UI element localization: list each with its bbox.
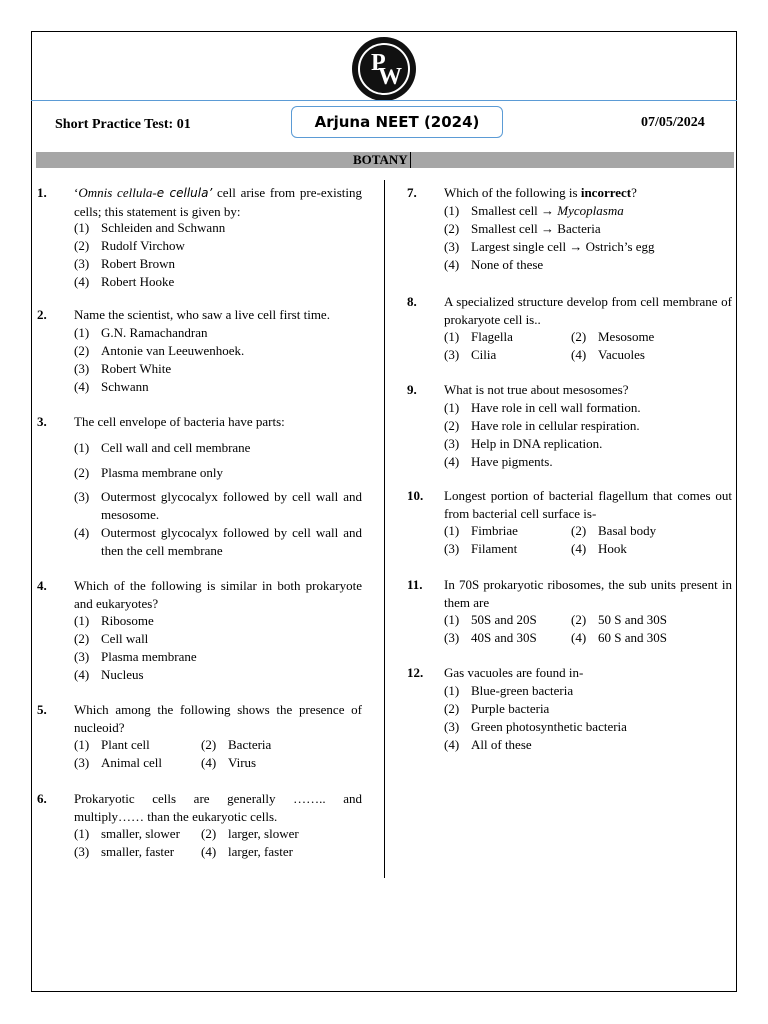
option-2: (2) Basal body: [571, 523, 657, 538]
question-number: 11.: [407, 577, 423, 592]
option-3: (3) 40S and 30S: [444, 630, 537, 645]
question-number: 4.: [37, 578, 47, 593]
option-2: (2) larger, slower: [201, 826, 299, 841]
question-text: Name the scientist, who saw a live cell first time.: [74, 307, 330, 322]
question-3: 3. The cell envelope of bacteria have parts: (1) Cell wall and cell membrane (2) Plasma membrane only (3) Outermost glycocalyx followed by cell wall and mesosome. (4) Outermost glycocalyx followed by cell wall and then the cell membrane: [37, 414, 362, 558]
question-number: 1.: [37, 185, 47, 200]
option-2: (2) Have role in cellular respiration.: [444, 418, 640, 433]
test-date: 07/05/2024: [641, 115, 705, 130]
option-1: (1) Blue-green bacteria: [444, 683, 574, 698]
pw-logo-ring: [358, 43, 410, 95]
question-number: 5.: [37, 702, 47, 717]
question-6: [37, 790, 362, 865]
option-2: (2) Bacteria: [201, 737, 272, 752]
option-3: (3) Cilia: [444, 347, 497, 362]
section-title: BOTANY: [353, 152, 411, 168]
pw-logo: [352, 37, 416, 101]
option-4: (4) Robert Hooke: [74, 274, 175, 289]
logo-letter-p: P: [371, 50, 386, 76]
question-text: A specialized structure develop from cell membrane of prokaryote cell is..: [444, 294, 732, 327]
question-text: In 70S prokaryotic ribosomes, the sub units present in them are: [444, 577, 732, 610]
column-divider: [384, 180, 385, 878]
option-1: (1) Plant cell: [74, 737, 150, 752]
question-number: 6.: [37, 791, 47, 806]
option-1: (1) smaller, slower: [74, 826, 180, 841]
option-3: (3) smaller, faster: [74, 844, 175, 859]
option-4: (4) Vacuoles: [571, 347, 645, 362]
option-2: (2) Antonie van Leeuwenhoek.: [74, 343, 245, 358]
option-3: (3) Robert White: [74, 361, 172, 376]
exam-title: Arjuna NEET (2024): [314, 113, 480, 131]
question-text: The cell envelope of bacteria have parts:: [74, 414, 285, 429]
option-4: (4) Virus: [201, 755, 257, 770]
question-1: [37, 184, 362, 294]
question-text: Which of the following is incorrect?: [444, 185, 637, 200]
question-12: [407, 664, 732, 756]
question-number: 10.: [407, 488, 424, 503]
option-4: (4) All of these: [444, 737, 532, 752]
option-2: (2) Purple bacteria: [444, 701, 550, 716]
question-text: Longest portion of bacterial flagellum that comes out from bacterial cell surface is-: [444, 488, 732, 521]
question-number: 3.: [37, 414, 47, 429]
option-4: (4) Have pigments.: [444, 454, 553, 469]
option-3: (3) Plasma membrane: [74, 649, 197, 664]
question-8: [407, 293, 732, 368]
option-1: (1) Fimbriae: [444, 523, 518, 538]
option-1: (1) Cell wall and cell membrane: [74, 440, 251, 455]
option-3: (3) Green photosynthetic bacteria: [444, 719, 627, 734]
question-text: ‘Omnis cellula-e cellula’ cell arise from pre-existing cells; this statement is given by:: [74, 185, 363, 219]
question-5: [37, 701, 362, 776]
exam-title-box: [291, 106, 503, 138]
option-1: (1) Smallest cell → Mycoplasma: [444, 203, 624, 218]
option-2: (2) Smallest cell → Bacteria: [444, 221, 601, 236]
question-2: [37, 306, 362, 396]
option-4: (4) Schwann: [74, 379, 149, 394]
option-1: (1) Have role in cell wall formation.: [444, 400, 641, 415]
option-1: (1) Ribosome: [74, 613, 154, 628]
test-name: Short Practice Test: 01: [55, 117, 191, 132]
option-2: (2) Rudolf Virchow: [74, 238, 185, 253]
header-divider: [31, 100, 737, 101]
option-1: (1) Flagella: [444, 329, 513, 344]
question-text: What is not true about mesosomes?: [444, 382, 629, 397]
option-3: (3) Animal cell: [74, 755, 163, 770]
question-text: Which of the following is similar in both prokaryote and eukaryotes?: [74, 578, 362, 611]
option-3: (3) Filament: [444, 541, 518, 556]
option-3: (3) Largest single cell → Ostrich’s egg: [444, 239, 655, 254]
option-1: (1) 50S and 20S: [444, 612, 537, 627]
question-number: 12.: [407, 665, 424, 680]
option-4: (4) 60 S and 30S: [571, 630, 667, 645]
option-3: (3) Help in DNA replication.: [444, 436, 603, 451]
option-1: (1) Schleiden and Schwann: [74, 220, 226, 235]
question-text: Gas vacuoles are found in-: [444, 665, 584, 680]
logo-letter-w: W: [378, 64, 402, 90]
option-3: (3) Robert Brown: [74, 256, 176, 271]
option-4: (4) Nucleus: [74, 667, 144, 682]
question-text: Which among the following shows the presence of nucleoid?: [74, 702, 362, 735]
question-number: 9.: [407, 382, 417, 397]
option-4: (4) Hook: [571, 541, 627, 556]
question-number: 8.: [407, 294, 417, 309]
option-1: (1) G.N. Ramachandran: [74, 325, 208, 340]
option-4: (4) larger, faster: [201, 844, 293, 859]
question-9: [407, 381, 732, 473]
question-7: [407, 184, 732, 276]
question-10: [407, 487, 732, 562]
option-2: (2) Plasma membrane only: [74, 465, 224, 480]
option-4: (4) None of these: [444, 257, 544, 272]
option-2: (2) 50 S and 30S: [571, 612, 667, 627]
option-2: (2) Cell wall: [74, 631, 149, 646]
question-text: Prokaryotic cells are generally …….. and multiply…… than the eukaryotic cells.: [74, 791, 362, 824]
question-number: 2.: [37, 307, 47, 322]
option-2: (2) Mesosome: [571, 329, 655, 344]
question-4: [37, 577, 362, 687]
question-11: [407, 576, 732, 651]
question-number: 7.: [407, 185, 417, 200]
